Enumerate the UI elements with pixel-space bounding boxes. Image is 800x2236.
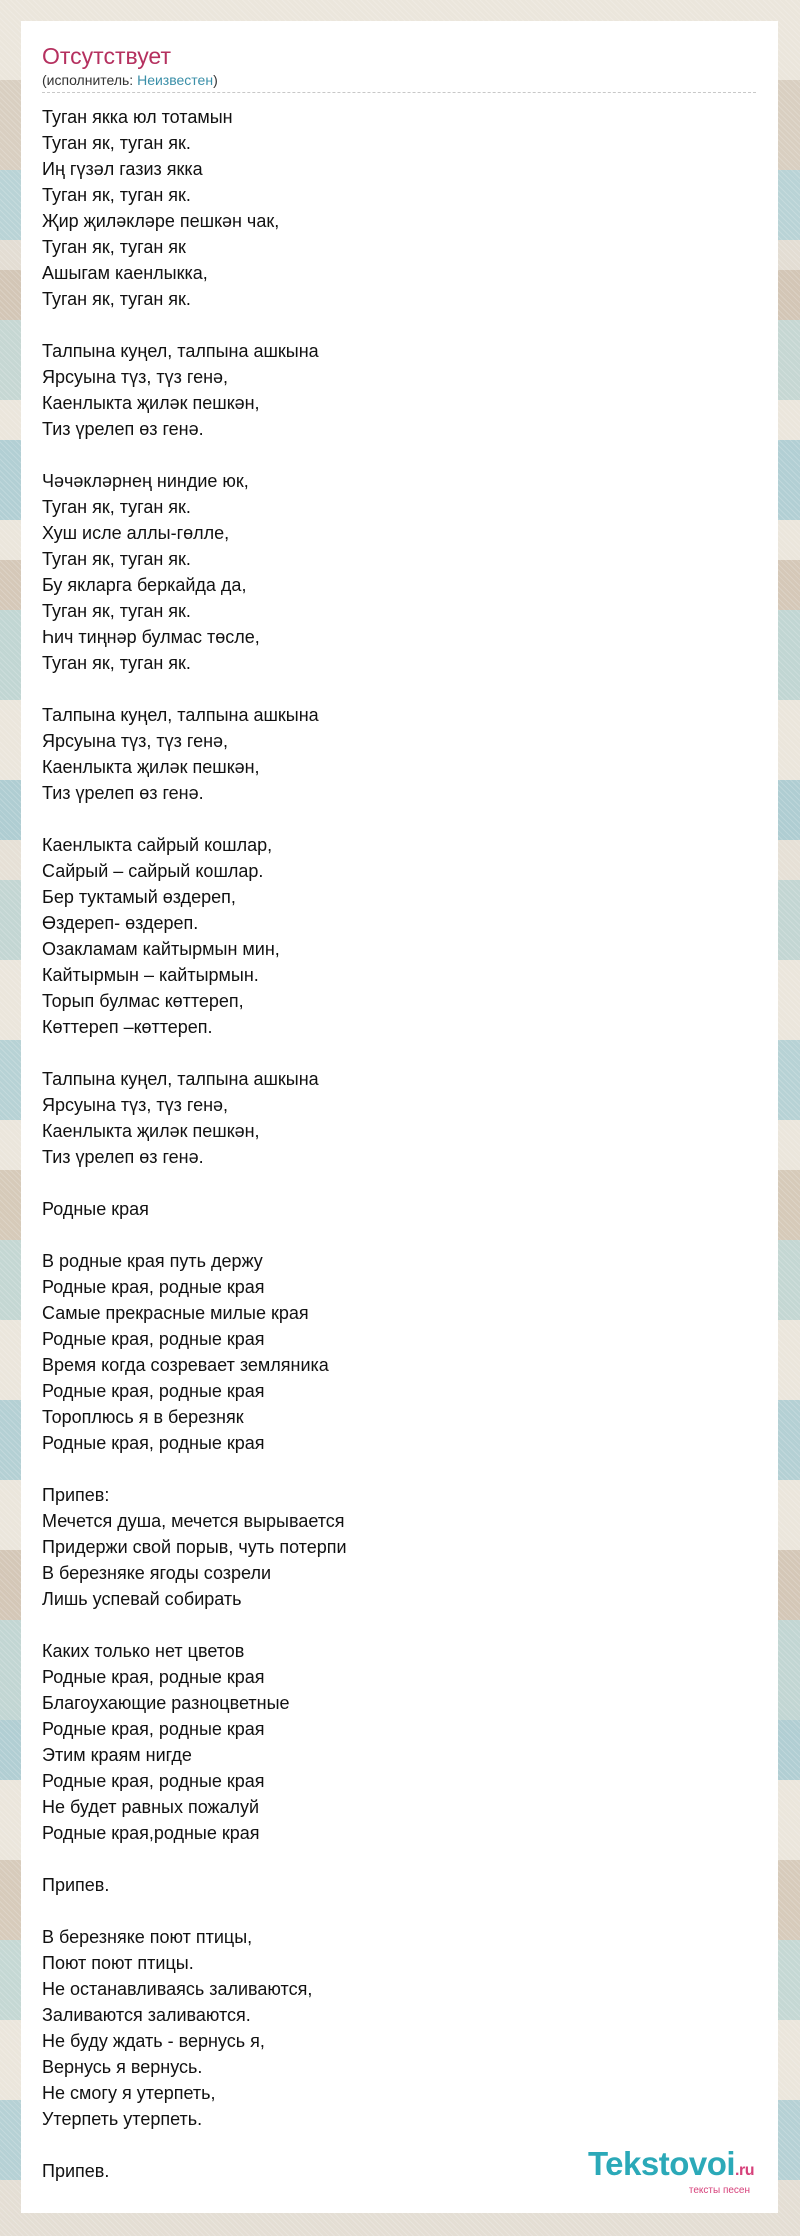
lyrics-line: Не буду ждать - вернусь я, bbox=[42, 2031, 265, 2051]
artist-suffix: ) bbox=[213, 72, 218, 88]
logo-text: Tekstovoi bbox=[587, 2145, 736, 2182]
lyrics-line: Тиз үрелеп өз генә. bbox=[42, 419, 204, 439]
lyrics-line: Кайтырмын – кайтырмын. bbox=[42, 965, 259, 985]
lyrics-blank-line bbox=[42, 806, 756, 832]
lyrics-blank-line bbox=[42, 1898, 756, 1924]
lyrics-line: Каенлыкта җиләк пешкән, bbox=[42, 757, 260, 777]
lyrics-line: Каенлыкта җиләк пешкән, bbox=[42, 393, 260, 413]
lyrics-line: Каких только нет цветов bbox=[42, 1641, 245, 1661]
lyrics-line: В березняке поют птицы, bbox=[42, 1927, 253, 1947]
lyrics-line: Вернусь я вернусь. bbox=[42, 2057, 203, 2077]
logo-domain: .ru bbox=[735, 2162, 754, 2179]
lyrics-line: Туган як, туган як. bbox=[42, 601, 191, 621]
lyrics-line: Туган як, туган як. bbox=[42, 653, 191, 673]
lyrics-line: Тиз үрелеп өз генә. bbox=[42, 1147, 204, 1167]
lyrics-line: Ярсуына түз, түз генә, bbox=[42, 1095, 229, 1115]
lyrics-blank-line bbox=[42, 1170, 756, 1196]
lyrics-line: Каенлыкта җиләк пешкән, bbox=[42, 1121, 260, 1141]
lyrics-line: Өздереп- өздереп. bbox=[42, 913, 199, 933]
lyrics-line: Туган як, туган як. bbox=[42, 497, 191, 517]
site-logo[interactable] bbox=[588, 2147, 754, 2196]
logo-tagline: тексты песен bbox=[688, 2185, 750, 2196]
lyrics-line: Туган як, туган як. bbox=[42, 185, 191, 205]
lyrics-line: Родные края,родные края bbox=[42, 1823, 260, 1843]
lyrics-line: Придержи свой порыв, чуть потерпи bbox=[42, 1537, 347, 1557]
lyrics-line: Туган як, туган як. bbox=[42, 549, 191, 569]
lyrics-line: Мечется душа, мечется вырывается bbox=[42, 1511, 345, 1531]
artist-line bbox=[42, 71, 756, 93]
lyrics-line: Родные края, родные края bbox=[42, 1277, 265, 1297]
lyrics-line: Родные края, родные края bbox=[42, 1329, 265, 1349]
lyrics-line: Талпына куңел, талпына ашкына bbox=[42, 705, 319, 725]
lyrics-line: Каенлыкта сайрый кошлар, bbox=[42, 835, 273, 855]
artist-link[interactable]: Неизвестен bbox=[137, 72, 214, 88]
lyrics-blank-line bbox=[42, 1612, 756, 1638]
artist-prefix: (исполнитель: bbox=[42, 72, 138, 88]
lyrics-blank-line bbox=[42, 312, 756, 338]
lyrics-line: Ярсуына түз, түз генә, bbox=[42, 731, 229, 751]
lyrics-blank-line bbox=[42, 1222, 756, 1248]
lyrics-line: Көттереп –көттереп. bbox=[42, 1017, 213, 1037]
lyrics-line: Бу якларга беркайда да, bbox=[42, 575, 247, 595]
lyrics-line: Родные края, родные края bbox=[42, 1667, 265, 1687]
lyrics-line: Иң гүзәл газиз якка bbox=[42, 159, 203, 179]
lyrics-blank-line bbox=[42, 442, 756, 468]
lyrics-line: Лишь успевай собирать bbox=[42, 1589, 242, 1609]
lyrics-text bbox=[42, 104, 756, 2184]
lyrics-line: Һич тиңнәр булмас төсле, bbox=[42, 627, 260, 647]
lyrics-line: Заливаются заливаются. bbox=[42, 2005, 251, 2025]
lyrics-line: Озакламам кайтырмын мин, bbox=[42, 939, 280, 959]
lyrics-line: Припев: bbox=[42, 1485, 110, 1505]
song-title: Отсутствует bbox=[42, 43, 171, 69]
lyrics-line: Тороплюсь я в березняк bbox=[42, 1407, 244, 1427]
lyrics-line: Тиз үрелеп өз генә. bbox=[42, 783, 204, 803]
lyrics-line: В березняке ягоды созрели bbox=[42, 1563, 271, 1583]
lyrics-line: Утерпеть утерпеть. bbox=[42, 2109, 203, 2129]
lyrics-line: Чәчәкләрнең ниндие юк, bbox=[42, 471, 249, 491]
lyrics-line: В родные края путь держу bbox=[42, 1251, 263, 1271]
lyrics-line: Бер туктамый өздереп, bbox=[42, 887, 236, 907]
lyrics-line: Самые прекрасные милые края bbox=[42, 1303, 309, 1323]
lyrics-page bbox=[21, 21, 778, 2213]
lyrics-blank-line bbox=[42, 1456, 756, 1482]
lyrics-line: Родные края, родные края bbox=[42, 1771, 265, 1791]
lyrics-blank-line bbox=[42, 1846, 756, 1872]
lyrics-blank-line bbox=[42, 676, 756, 702]
lyrics-line: Родные края, родные края bbox=[42, 1433, 265, 1453]
lyrics-line: Припев. bbox=[42, 2161, 110, 2181]
lyrics-line: Талпына куңел, талпына ашкына bbox=[42, 1069, 319, 1089]
lyrics-line: Җир җиләкләре пешкән чак, bbox=[42, 211, 280, 231]
lyrics-line: Родные края bbox=[42, 1199, 149, 1219]
lyrics-line: Этим краям нигде bbox=[42, 1745, 192, 1765]
lyrics-line: Туган якка юл тотамын bbox=[42, 107, 233, 127]
lyrics-line: Ашыгам каенлыкка, bbox=[42, 263, 208, 283]
lyrics-line: Ярсуына түз, түз генә, bbox=[42, 367, 229, 387]
lyrics-line: Туган як, туган як. bbox=[42, 133, 191, 153]
lyrics-line: Не останавливаясь заливаются, bbox=[42, 1979, 313, 1999]
lyrics-line: Хуш исле аллы-гөлле, bbox=[42, 523, 230, 543]
lyrics-line: Туган як, туган як. bbox=[42, 289, 191, 309]
lyrics-line: Туган як, туган як bbox=[42, 237, 186, 257]
lyrics-line: Сайрый – сайрый кошлар. bbox=[42, 861, 264, 881]
lyrics-line: Припев. bbox=[42, 1875, 110, 1895]
lyrics-line: Талпына куңел, талпына ашкына bbox=[42, 341, 319, 361]
lyrics-line: Не будет равных пожалуй bbox=[42, 1797, 260, 1817]
lyrics-line: Родные края, родные края bbox=[42, 1381, 265, 1401]
lyrics-line: Поют поют птицы. bbox=[42, 1953, 194, 1973]
lyrics-line: Благоухающие разноцветные bbox=[42, 1693, 290, 1713]
lyrics-blank-line bbox=[42, 1040, 756, 1066]
lyrics-line: Торып булмас көттереп, bbox=[42, 991, 244, 1011]
lyrics-line: Родные края, родные края bbox=[42, 1719, 265, 1739]
lyrics-line: Не смогу я утерпеть, bbox=[42, 2083, 216, 2103]
lyrics-line: Время когда созревает земляника bbox=[42, 1355, 329, 1375]
